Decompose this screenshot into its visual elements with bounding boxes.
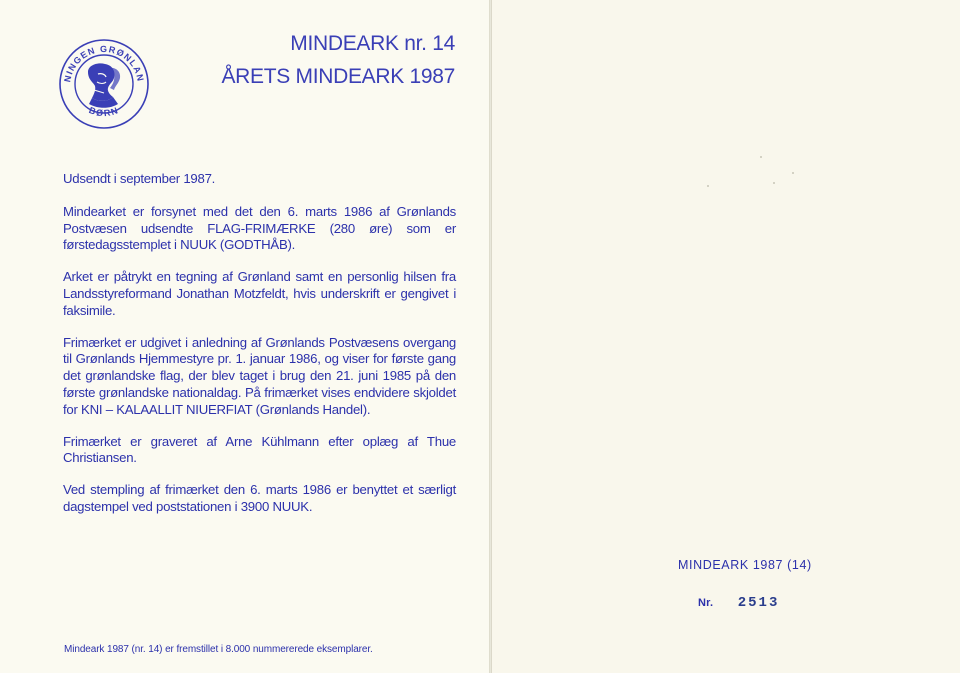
edition-note: Mindeark 1987 (nr. 14) er fremstillet i 8.000 nummererede eksemplarer. bbox=[64, 644, 373, 655]
paragraph-postmark: Ved stempling af frimærket den 6. marts 1986 er benyttet et særligt dagstempel ved poststationen i 3900 NUUK. bbox=[63, 482, 456, 514]
seal-ring-text-bottom: BØRN bbox=[87, 104, 121, 119]
sheet-title: MINDEARK nr. 14 bbox=[290, 32, 455, 55]
sheet-label: MINDEARK 1987 (14) bbox=[678, 558, 812, 572]
serial-number bbox=[698, 593, 779, 611]
paragraph-occasion: Frimærket er udgivet i anledning af Grønlands Postvæsens overgang til Grønlands Hjemmestyre pr. 1. januar 1986, og viser for første gang det grønlandske flag, der blev taget i brug den 21. juni 1985 på den første grønlandske nationaldag. På frimærket vises endvidere skjoldet for KNI – KALAALLIT NIUERFIAT (Grønlands Handel). bbox=[63, 334, 456, 417]
paper-speck bbox=[792, 172, 794, 174]
paragraph-engraver: Frimærket er graveret af Arne Kühlmann efter oplæg af Thue Christiansen. bbox=[63, 433, 456, 466]
sheet-subtitle: ÅRETS MINDEARK 1987 bbox=[221, 65, 455, 88]
paragraph-issue-date: Udsendt i september 1987. bbox=[63, 171, 216, 186]
seal-ring-text-top: NINGEN GRØNLAN bbox=[62, 43, 146, 84]
right-panel bbox=[492, 0, 960, 673]
paper-speck bbox=[773, 182, 775, 184]
paragraph-stamp: Mindearket er forsynet med det den 6. marts 1986 af Grønlands Postvæsen udsendte FLAG-FRIMÆRKE (280 øre) som er førstedagsstemplet i NUUK (GODTHÅB). bbox=[63, 203, 456, 253]
society-seal-icon bbox=[58, 38, 150, 130]
serial-number-label: Nr. bbox=[698, 597, 714, 609]
paper-speck bbox=[760, 156, 762, 158]
paragraph-drawing: Arket er påtrykt en tegning af Grønland samt en personlig hilsen fra Landsstyreformand Jonathan Motzfeldt, hvis underskrift er gengivet i faksimile. bbox=[63, 269, 456, 318]
serial-number-value: 2513 bbox=[737, 595, 780, 611]
description-text bbox=[63, 171, 456, 531]
paper-speck bbox=[707, 185, 709, 187]
